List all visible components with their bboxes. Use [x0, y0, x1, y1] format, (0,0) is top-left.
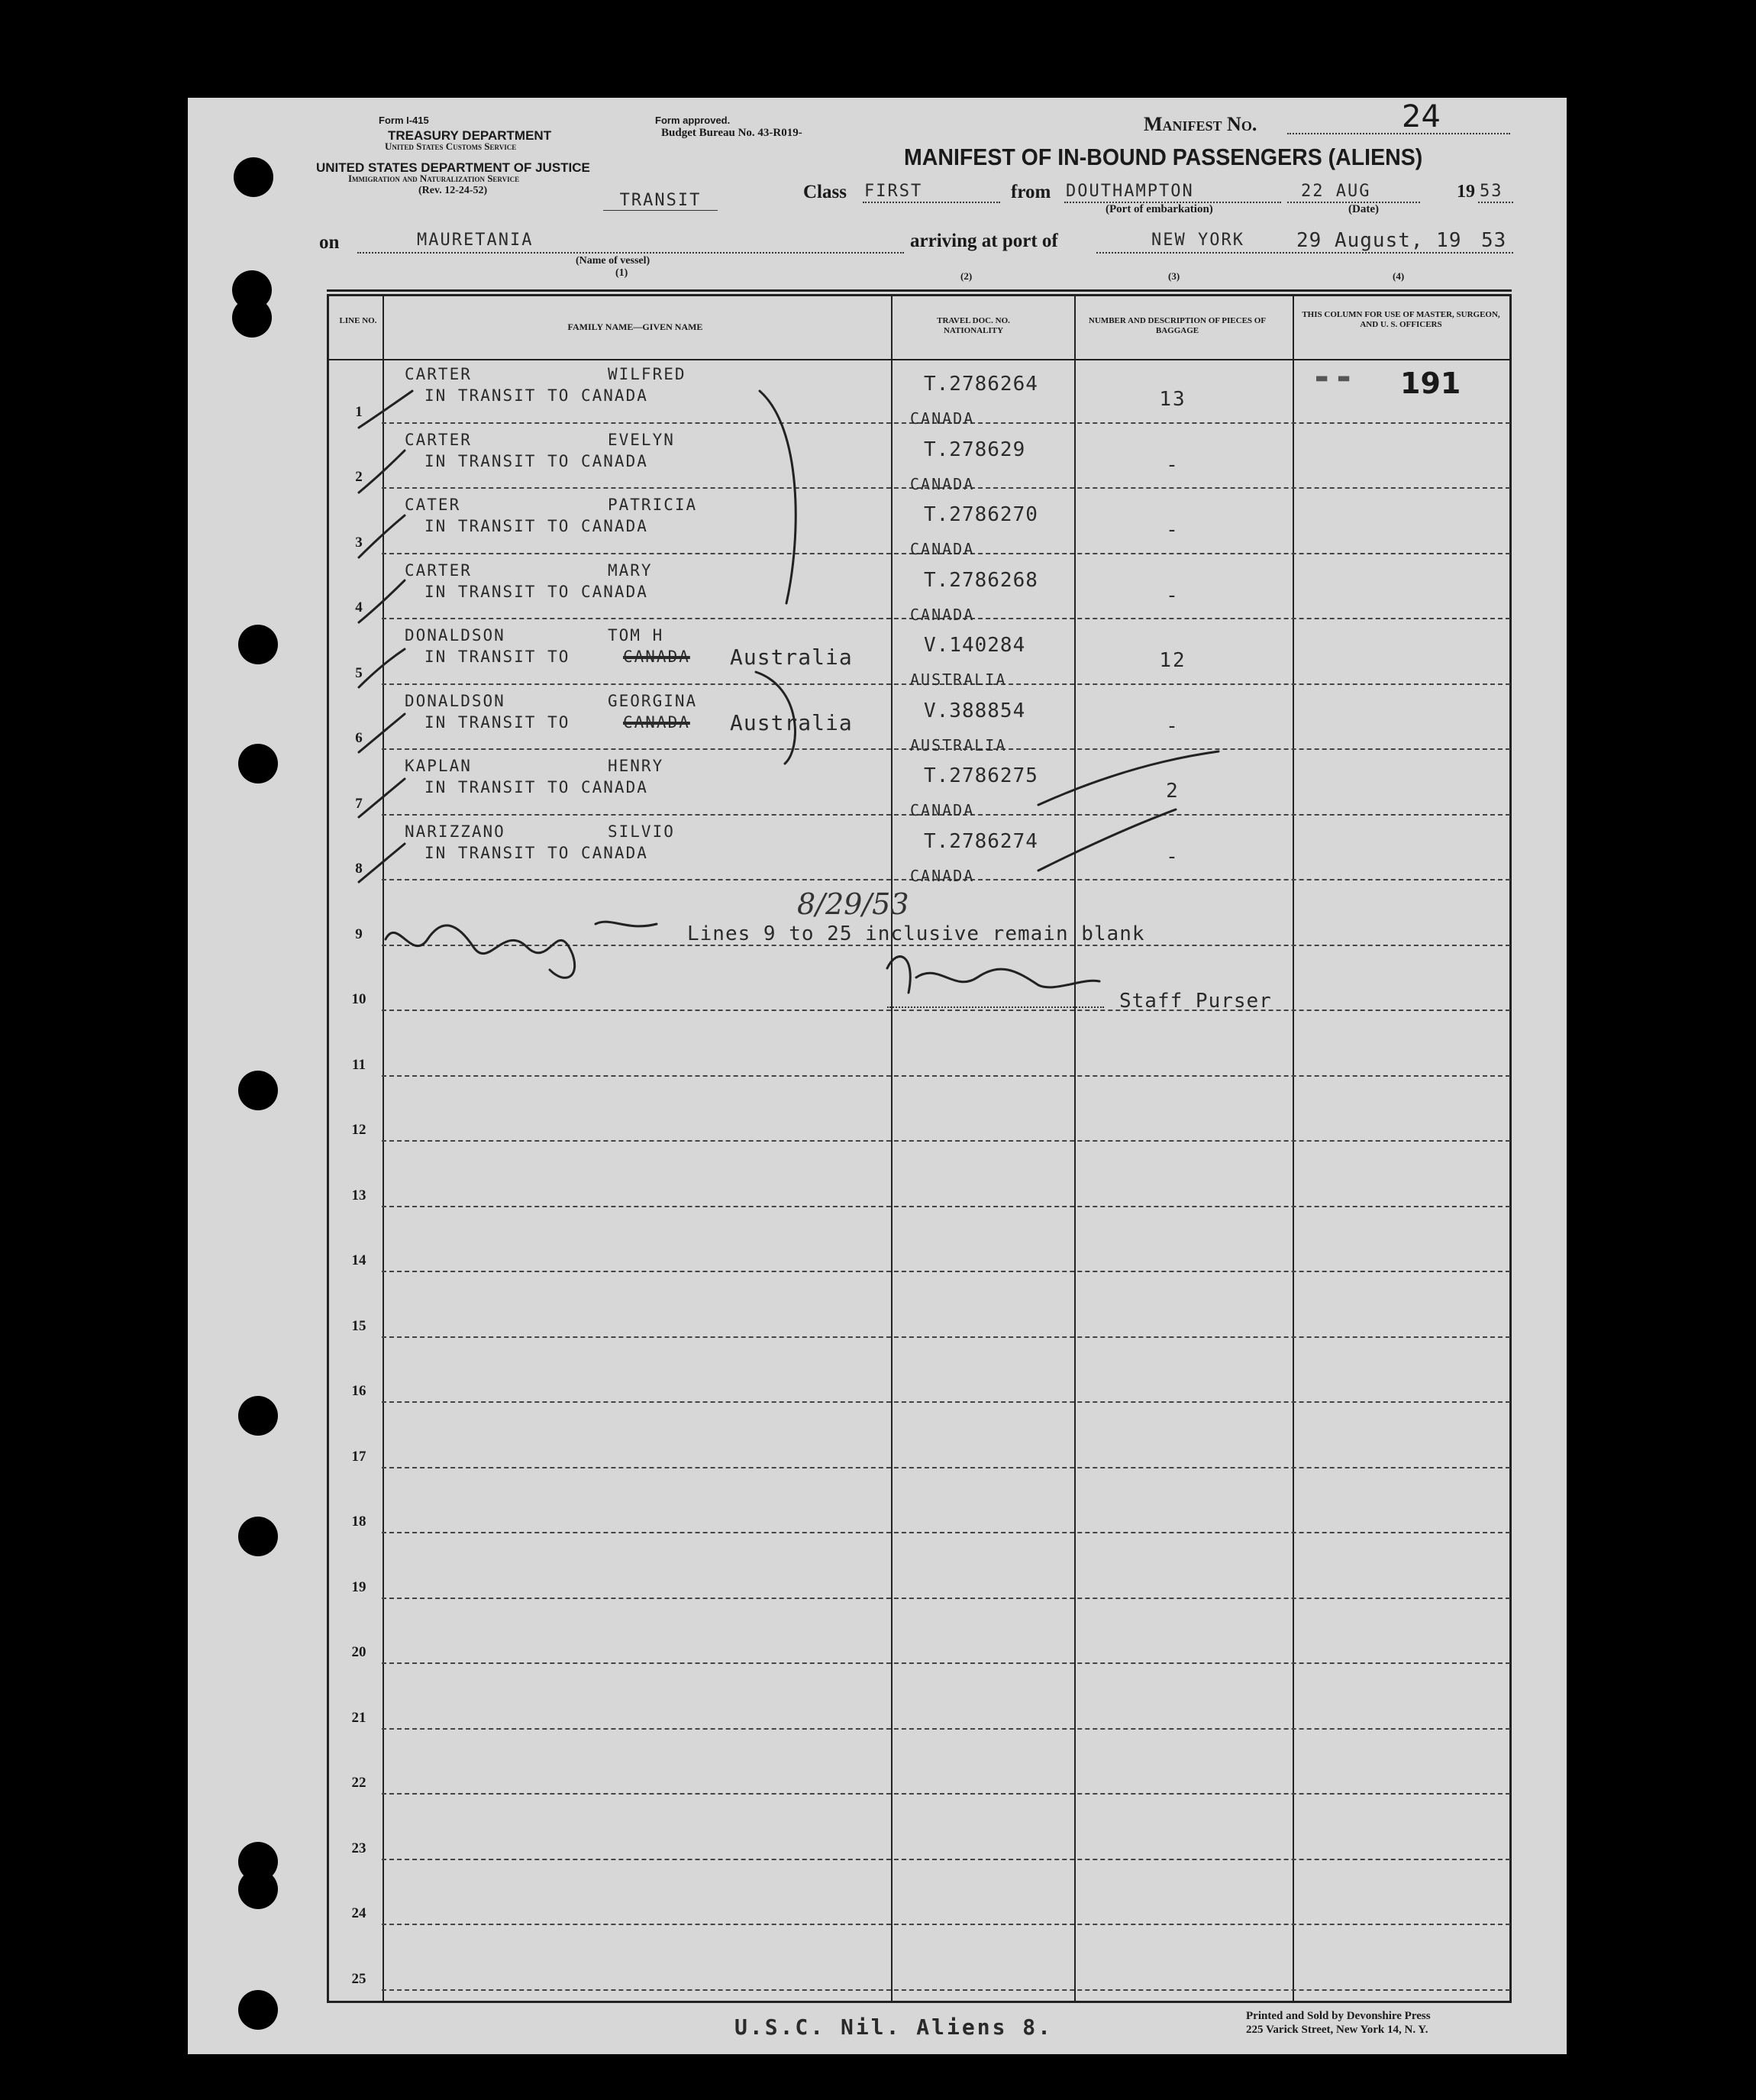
line-number: 7 [355, 795, 363, 812]
row-rule [382, 1532, 1510, 1533]
travel-doc-number: V.140284 [924, 634, 1026, 657]
printer-line-2: 225 Varick Street, New York 14, N. Y. [1246, 2024, 1428, 2036]
line-number: 15 [351, 1317, 366, 1334]
manifest-title: MANIFEST OF IN-BOUND PASSENGERS (ALIENS) [904, 144, 1423, 170]
nationality: CANADA [910, 540, 975, 558]
row-rule [382, 1598, 1510, 1599]
officer-mark: ▬ ▬ [1316, 367, 1350, 388]
table-top-rule [327, 289, 1512, 292]
customs-service: United States Customs Service [385, 141, 517, 152]
nationality: AUSTRALIA [910, 735, 1007, 754]
family-name: CARTER [405, 365, 472, 383]
line-number: 16 [351, 1383, 366, 1399]
given-name: MARY [608, 561, 653, 580]
travel-doc-number: T.2786270 [924, 503, 1038, 526]
line-number: 18 [351, 1514, 366, 1530]
struck-destination: CANADA [623, 648, 690, 666]
transit-note: IN TRANSIT TO CANADA [424, 451, 648, 470]
row-rule [382, 1793, 1510, 1795]
baggage-count: - [1166, 453, 1180, 477]
transit-note: IN TRANSIT TO [424, 648, 570, 666]
printer-line-1: Printed and Sold by Devonshire Press [1246, 2010, 1431, 2022]
transit-note: IN TRANSIT TO CANADA [424, 843, 648, 862]
port-caption: (Port of embarkation) [1106, 203, 1213, 215]
signature-line [887, 1006, 1104, 1008]
class-label: Class [803, 182, 847, 202]
ins-service: Immigration and Naturalization Service [348, 173, 520, 184]
line-number: 11 [352, 1056, 366, 1073]
nationality: CANADA [910, 866, 975, 885]
from-value: DOUTHAMPTON [1066, 182, 1194, 201]
line-number: 12 [351, 1122, 366, 1138]
transit-note: IN TRANSIT TO CANADA [424, 778, 648, 796]
line-number: 24 [351, 1905, 366, 1921]
on-label: on [319, 232, 340, 253]
class-value: FIRST [864, 182, 923, 201]
transit-note: IN TRANSIT TO [424, 712, 570, 732]
nationality: AUSTRALIA [910, 670, 1007, 689]
travel-doc-number: T.2786275 [924, 764, 1038, 787]
header-name: FAMILY NAME—GIVEN NAME [567, 321, 703, 332]
baggage-count: 13 [1159, 388, 1186, 411]
line-number: 20 [351, 1644, 366, 1660]
vessel-column-number: (1) [615, 267, 628, 279]
department-of-justice: UNITED STATES DEPARTMENT OF JUSTICE [316, 160, 590, 175]
line-number: 17 [351, 1448, 366, 1465]
form-number: Form I-415 [379, 115, 429, 126]
line-number: 5 [355, 664, 363, 681]
nationality: CANADA [910, 409, 975, 428]
class-line [863, 202, 1000, 203]
baggage-count: 12 [1159, 649, 1186, 672]
row-rule [382, 1467, 1510, 1468]
amended-destination: Australia [730, 709, 853, 735]
row-rule [382, 1336, 1510, 1338]
binder-hole [238, 1071, 278, 1110]
family-name: DONALDSON [405, 691, 505, 710]
vessel-line [357, 252, 904, 254]
arrival-line [1096, 252, 1513, 254]
header-baggage: NUMBER AND DESCRIPTION OF PIECES OF BAGGAGE [1088, 316, 1267, 335]
binder-hole [238, 1517, 278, 1556]
family-name: CATER [405, 496, 461, 514]
baggage-count: - [1166, 845, 1180, 868]
revision-date: (Rev. 12-24-52) [418, 185, 488, 196]
travel-doc-number: T.2786274 [924, 829, 1038, 853]
family-name: NARIZZANO [405, 822, 505, 841]
officers-column-number: (4) [1393, 270, 1405, 282]
row-rule [382, 1010, 1510, 1011]
baggage-count: - [1166, 714, 1180, 738]
line-number: 2 [355, 469, 363, 485]
arrival-date: 29 August, 19 [1296, 229, 1462, 252]
given-name: EVELYN [608, 430, 675, 449]
binder-hole [234, 157, 273, 197]
line-number: 10 [351, 991, 366, 1007]
line-number: 21 [351, 1709, 366, 1726]
manifest-number: 24 [1402, 99, 1441, 134]
nationality: CANADA [910, 474, 975, 493]
family-name: DONALDSON [405, 626, 505, 645]
from-label: from [1011, 182, 1051, 202]
transit-note: IN TRANSIT TO CANADA [424, 386, 648, 405]
family-name: CARTER [405, 430, 472, 449]
nationality: CANADA [910, 801, 975, 819]
line-number: 22 [351, 1775, 366, 1791]
purser-title: Staff Purser [1119, 990, 1272, 1013]
baggage-count: - [1166, 583, 1180, 607]
embark-year: 53 [1480, 182, 1503, 201]
blank-lines-note: Lines 9 to 25 inclusive remain blank [687, 922, 1145, 945]
vessel-caption: (Name of vessel) [576, 255, 650, 267]
doc-column-number: (2) [960, 270, 973, 282]
date-caption: (Date) [1348, 203, 1379, 215]
given-name: TOM H [608, 626, 664, 645]
transit-stamp: TRANSIT [603, 191, 718, 211]
transit-note: IN TRANSIT TO CANADA [424, 517, 648, 535]
travel-doc-number: V.388854 [924, 699, 1026, 722]
travel-doc-number: T.2786264 [924, 373, 1038, 396]
given-name: SILVIO [608, 822, 675, 841]
arrival-year: 53 [1481, 229, 1507, 252]
row-rule [382, 1728, 1510, 1730]
header-line-no: LINE NO. [339, 316, 377, 325]
binder-hole [238, 1869, 278, 1909]
row-rule [382, 1206, 1510, 1207]
line-number: 23 [351, 1840, 366, 1856]
baggage-column-number: (3) [1168, 270, 1180, 282]
line-number: 8 [355, 861, 363, 877]
travel-doc-number: T.2786268 [924, 568, 1038, 592]
line-number: 25 [351, 1970, 366, 1987]
nationality: CANADA [910, 605, 975, 624]
budget-bureau: Budget Bureau No. 43-R019- [661, 127, 802, 139]
binder-hole [238, 625, 278, 664]
line-number: 14 [351, 1252, 366, 1268]
baggage-count: - [1166, 519, 1180, 541]
row-rule [382, 1924, 1510, 1925]
row-rule [382, 1662, 1510, 1664]
year-line [1478, 202, 1513, 203]
travel-doc-number: T.278629 [924, 438, 1026, 461]
transit-note: IN TRANSIT TO CANADA [424, 582, 648, 601]
inspector-date: 8/29/53 [797, 887, 909, 921]
line-number: 9 [355, 926, 363, 942]
manifest-number-line [1287, 110, 1510, 134]
row-rule [382, 1140, 1510, 1142]
arriving-label: arriving at port of [910, 231, 1058, 251]
given-name: HENRY [608, 757, 664, 775]
amended-destination: Australia [730, 645, 853, 670]
struck-destination: CANADA [623, 712, 690, 732]
line-number: 3 [355, 534, 363, 551]
row-rule [382, 1271, 1510, 1272]
binder-hole [232, 298, 272, 338]
row-rule [382, 1859, 1510, 1860]
line-number: 6 [355, 730, 363, 746]
binder-hole [238, 1396, 278, 1436]
binder-hole [238, 1990, 278, 2030]
baggage-count: 2 [1166, 780, 1180, 803]
line-number: 13 [351, 1187, 366, 1203]
form-approved: Form approved. [655, 115, 731, 126]
header-travel-doc: TRAVEL DOC. NO. NATIONALITY [937, 316, 1010, 335]
arrival-port: NEW YORK [1151, 231, 1244, 250]
given-name: PATRICIA [608, 496, 698, 514]
given-name: GEORGINA [608, 691, 698, 710]
treasury-department: TREASURY DEPARTMENT [388, 128, 552, 143]
row-rule [382, 1401, 1510, 1403]
given-name: WILFRED [608, 365, 686, 383]
line-number: 4 [355, 599, 363, 615]
header-officers: THIS COLUMN FOR USE OF MASTER, SURGEON, AND U. S. OFFICERS [1302, 310, 1500, 329]
row-rule [382, 1989, 1510, 1991]
officer-note: 191 [1400, 367, 1461, 400]
line-number: 19 [351, 1578, 366, 1595]
line-number: 1 [355, 403, 363, 420]
family-name: KAPLAN [405, 757, 472, 775]
family-name: CARTER [405, 561, 472, 580]
vessel-name: MAURETANIA [417, 231, 534, 250]
embark-year-prefix: 19 [1457, 182, 1475, 202]
header-divider [329, 359, 1509, 360]
row-rule [382, 1075, 1510, 1077]
embark-day: 22 AUG [1301, 182, 1371, 201]
footer-totals: U.S.C. Nil. Aliens 8. [734, 2014, 1054, 2040]
manifest-label: Manifest No. [1144, 113, 1257, 135]
binder-hole [238, 744, 278, 783]
